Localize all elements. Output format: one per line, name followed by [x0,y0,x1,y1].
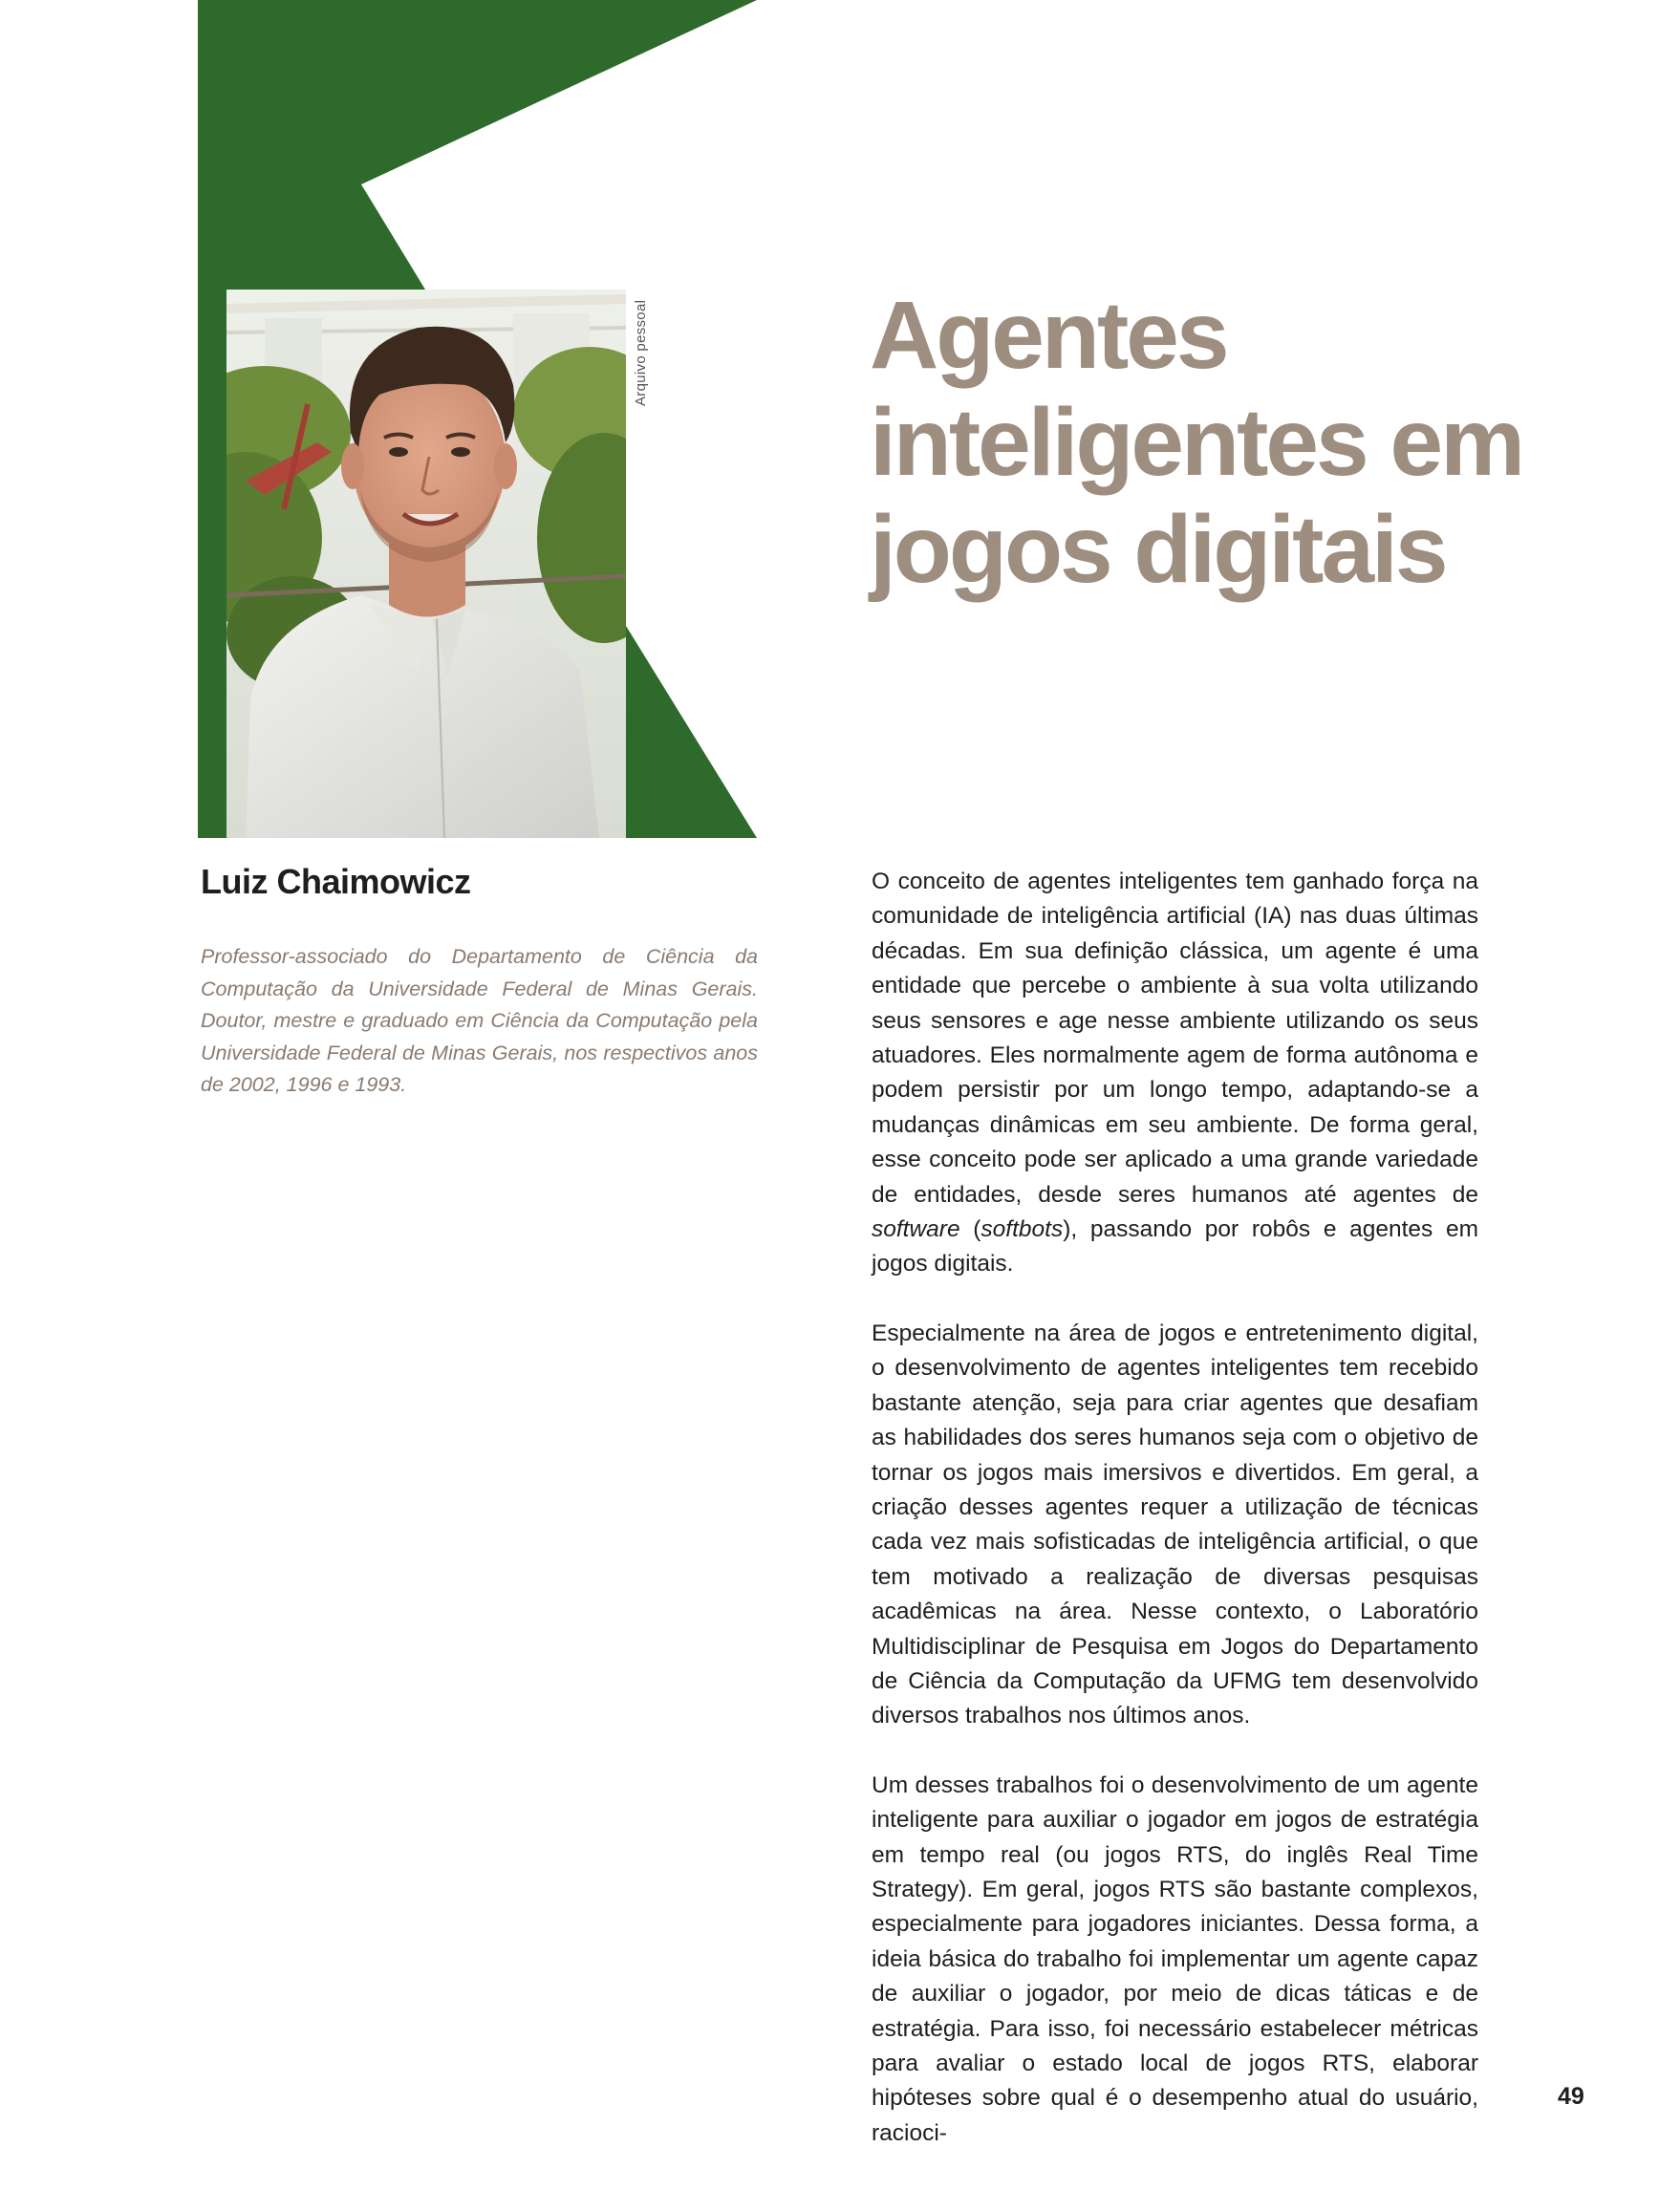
italic-term: software [872,1216,960,1243]
author-name: Luiz Chaimowicz [201,862,471,901]
green-diagonal-wedge [626,626,757,838]
title-line: Agentes [870,282,1227,389]
green-left-band [198,290,226,838]
title-line: inteligentes em [870,389,1522,496]
photo-credit: Arquivo pessoal [633,299,649,406]
body-paragraph: Um desses trabalhos foi o desenvolvimento de um agente inteligente para auxiliar o jogador em jogos de estratégia em tempo real (ou jogos RTS, do inglês Real Time Strategy). Em geral, jogos RTS são bastante complexos, especialmente para jogadores iniciantes. Dessa forma, a ideia básica do trabalho foi implementar um agente capaz de auxiliar o jogador, por meio de dicas táticas e de estratégia. Para isso, foi necessário estabelecer métricas para avaliar o estado local de jogos RTS, elaborar hipóteses sobre qual é o desempenho atual do usuário, racioci- [872,1772,1478,2146]
page-number: 49 [1558,2083,1584,2110]
title-line: jogos digitais [870,496,1446,603]
author-photo [226,290,626,838]
italic-term: softbots [980,1216,1064,1243]
author-bio: Professor-associado do Departamento de Ciência da Computação da Universidade Federal de Minas Gerais. Doutor, mestre e graduado em Ciência da Computação pela Universidade Federal de Minas Gerais, nos respectivos anos de 2002, 1996 e 1993. [201,945,758,1096]
body-paragraph: Especialmente na área de jogos e entretenimento digital, o desenvolvimento de agentes inteligentes tem recebido bastante atenção, seja para criar agentes que desafiam as habilidades dos seres humanos seja com o objetivo de tornar os jogos mais imersivos e divertidos. Em geral, a criação desses agentes requer a utilização de técnicas cada vez mais sofisticadas de inteligência artificial, o que tem motivado a realização de diversas pesquisas acadêmicas na área. Nesse contexto, o Laboratório Multidisciplinar de Pesquisa em Jogos do Departamento de Ciência da Computação da UFMG tem desenvolvido diversos trabalhos nos últimos anos. [872,1320,1478,1729]
paragraph-text: ), passando por robôs e agentes em jogos digitais. [872,1216,1478,1278]
article-body [872,865,1478,2185]
paragraph-text: O conceito de agentes inteligentes tem ganhado força na comunidade de inteligência artificial (IA) nas duas últimas décadas. Em sua definição clássica, um agente é uma entidade que percebe o ambiente à sua volta utilizando seus sensores e age nesse ambiente utilizando os seus atuadores. Eles normalmente agem de forma autônoma e podem persistir por um longo tempo, adaptando-se a mudanças dinâmicas em seu ambiente. De forma geral, esse conceito pode ser aplicado a uma grande variedade de entidades, desde seres humanos até agentes de [872,869,1478,1208]
paragraph-text: ( [959,1216,981,1243]
body-paragraph [872,865,1478,1282]
article-title [870,282,1596,603]
green-top-band [198,0,757,290]
